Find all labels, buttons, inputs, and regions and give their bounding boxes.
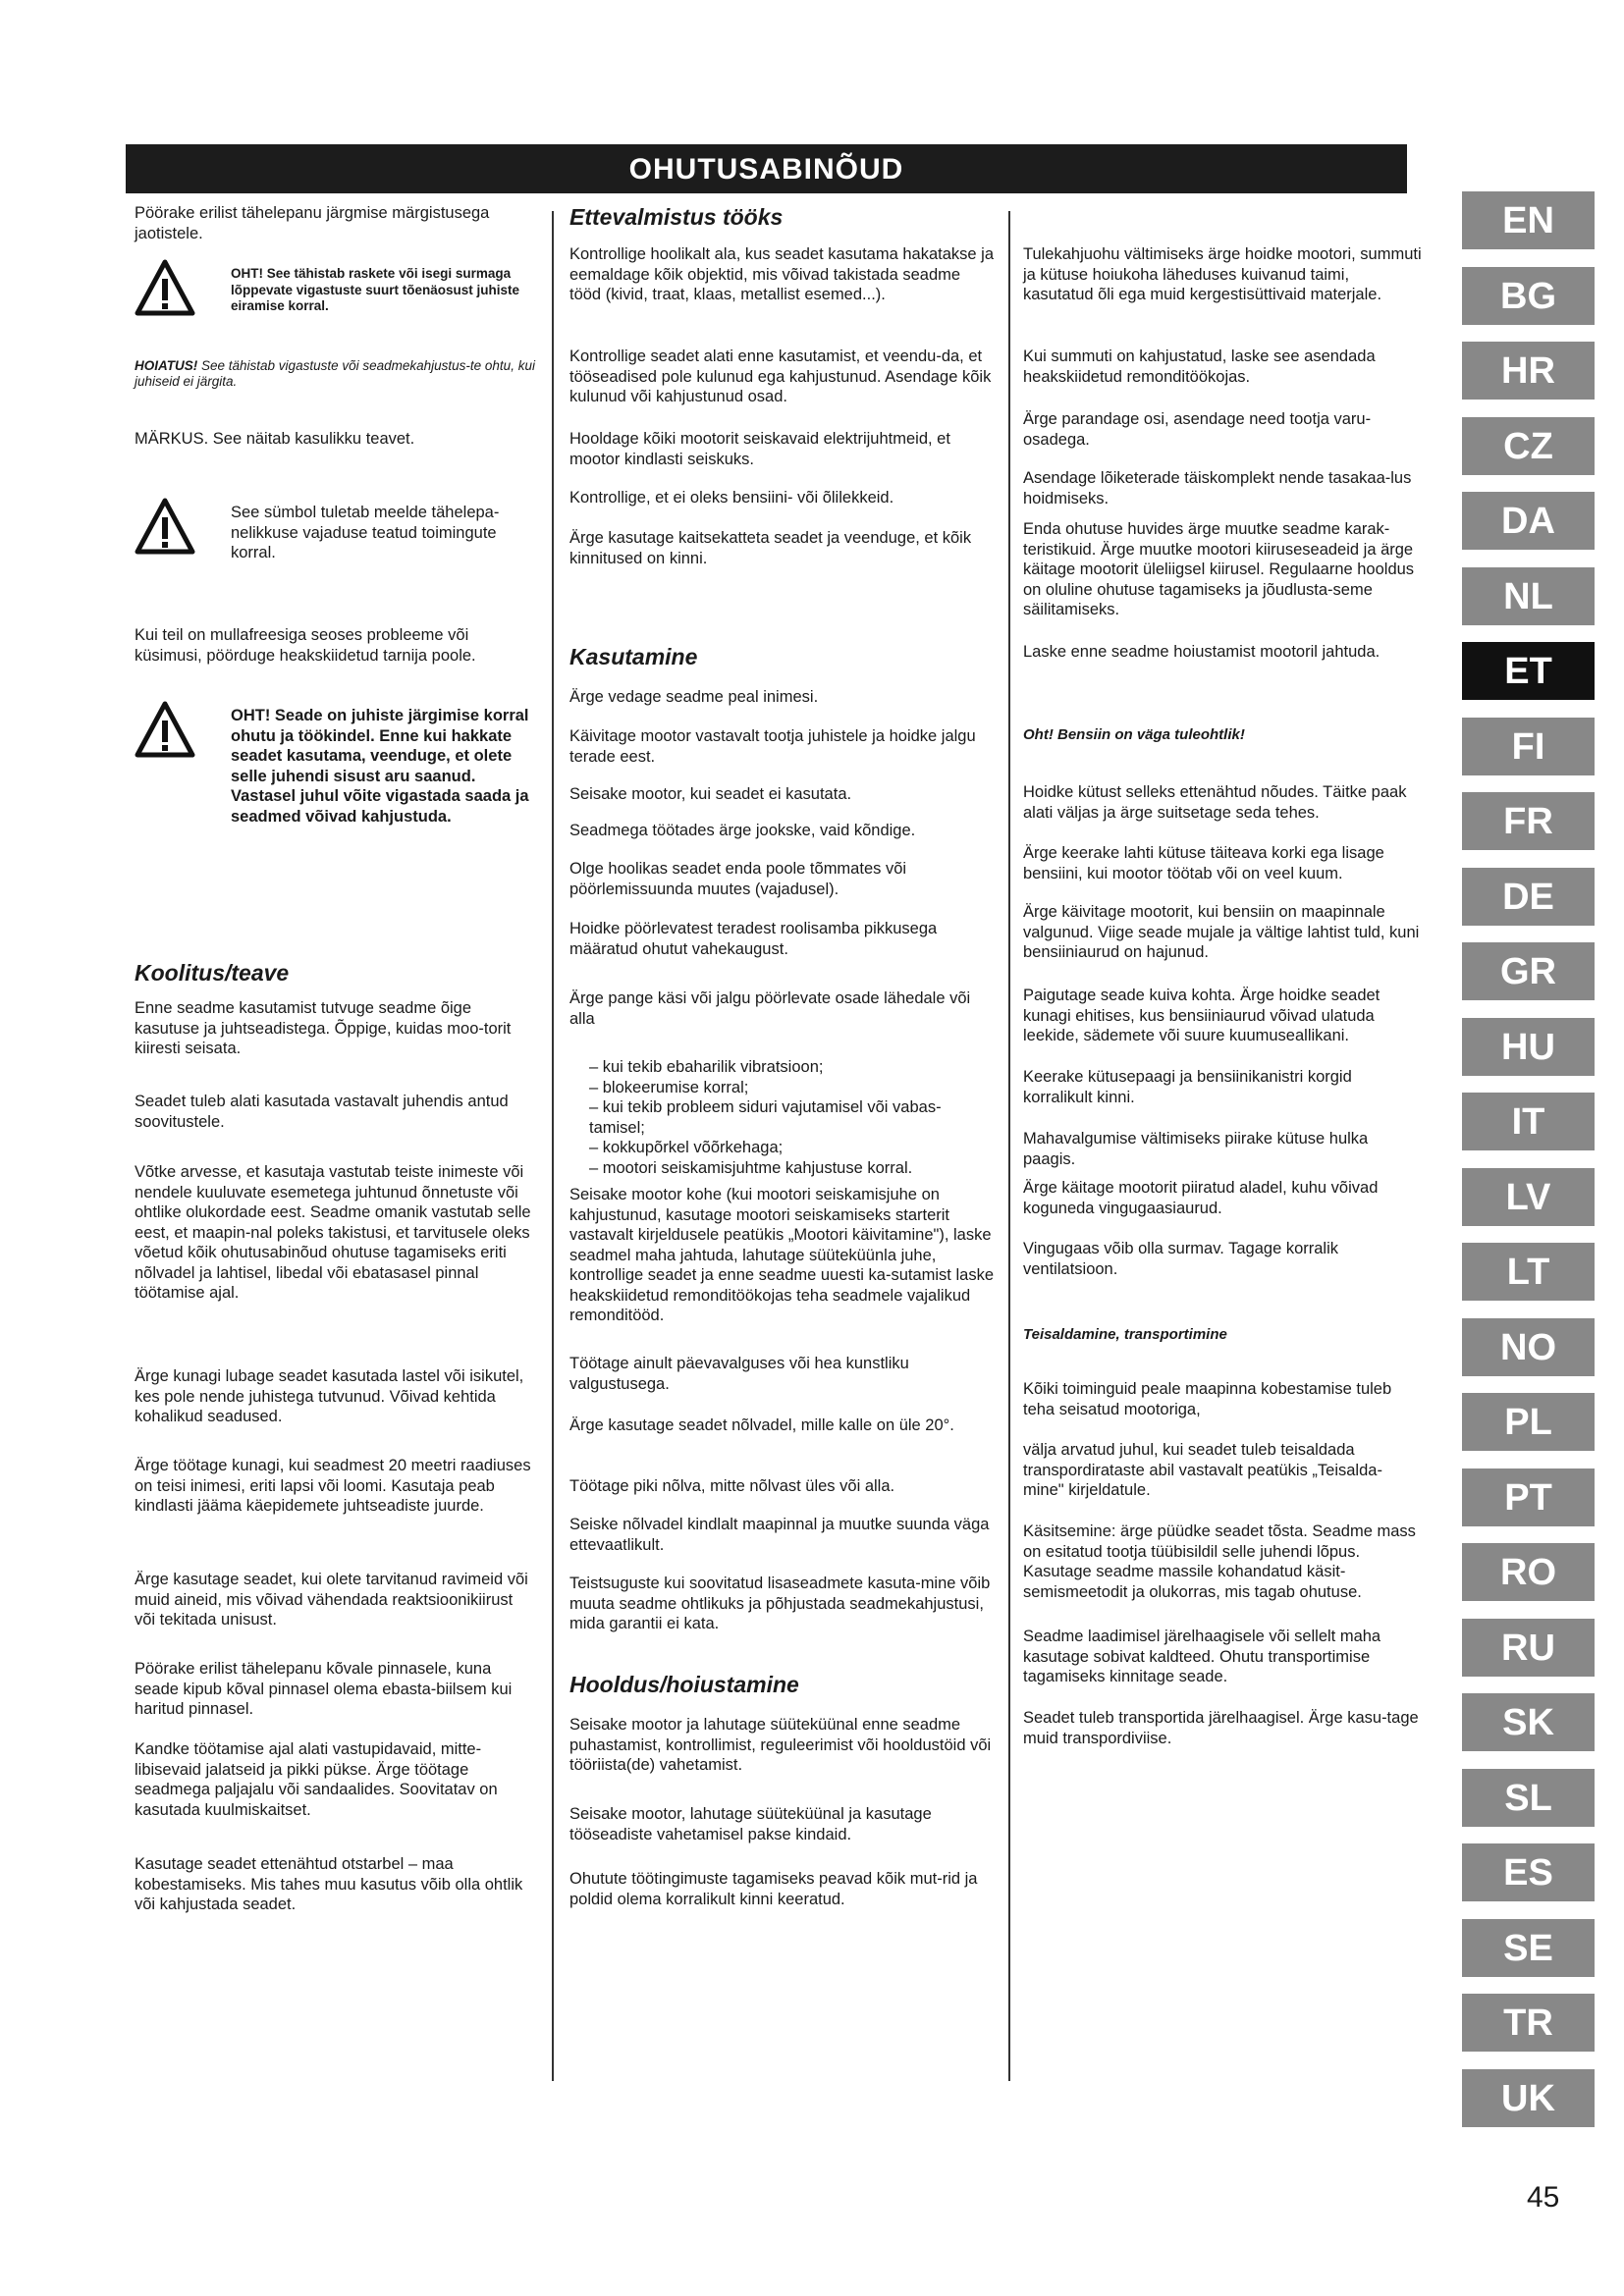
paragraph: Ärge kasutage seadet nõlvadel, mille kalle on üle 20°.: [569, 1416, 954, 1434]
lang-tab-lv[interactable]: LV: [1462, 1168, 1595, 1226]
lang-tab-pl[interactable]: PL: [1462, 1393, 1595, 1451]
paragraph: Mahavalgumise vältimiseks piirake kütuse hulka paagis.: [1023, 1130, 1369, 1168]
paragraph: Ärge keerake lahti kütuse täiteava korki ega lisage bensiini, kui mootor töötab või on veel kuum.: [1023, 844, 1384, 882]
paragraph: Seisake mootor ja lahutage süüteküünal enne seadme puhastamist, kontrollimist, reguleerimist või hooldustöid või tööriista(de) vahetamist.: [569, 1716, 992, 1774]
section-title-preparation: Ettevalmistus tööks: [569, 204, 784, 230]
paragraph: Paigutage seade kuiva kohta. Ärge hoidke seadet kunagi ehitises, kus bensiiniaurud võivad ulatuda leekide, sädemete või suure kuumuseallikani.: [1023, 987, 1380, 1044]
paragraph: Seadet tuleb transportida järelhaagisel. Ärge kasu-tage muid transpordiviise.: [1023, 1709, 1419, 1747]
warning-text: [135, 358, 535, 389]
lang-tab-pt[interactable]: PT: [1462, 1468, 1595, 1526]
warning-icon: [135, 259, 195, 316]
paragraph: välja arvatud juhul, kui seadet tuleb teisaldada transpordirataste abil vastavalt peatükis „Teisalda-mine" kirjeldatule.: [1023, 1441, 1382, 1499]
paragraph: Seisake mootor, lahutage süüteküünal ja kasutage tööseadiste vahetamisel pakse kindaid.: [569, 1805, 932, 1843]
subsection-title-fuel: Oht! Bensiin on väga tuleohtlik!: [1023, 726, 1245, 743]
paragraph: Töötage ainult päevavalguses või hea kunstliku valgustusega.: [569, 1355, 909, 1393]
warning-body: See tähistab vigastuste või seadmekahjustus-te ohtu, kui juhiseid ei järgita.: [135, 358, 535, 389]
lang-tab-bg[interactable]: BG: [1462, 267, 1595, 325]
paragraph: Ärge vedage seadme peal inimesi.: [569, 688, 819, 706]
lang-tab-fr[interactable]: FR: [1462, 792, 1595, 850]
paragraph: Kui summuti on kahjustatud, laske see asendada heakskiidetud remonditöökojas.: [1023, 347, 1376, 386]
paragraph: Tulekahjuohu vältimiseks ärge hoidke mootori, summuti ja kütuse hoiukoha läheduses kuivanud taimi, kasutatud õli ega muid kergestisüttivaid materjale.: [1023, 245, 1422, 303]
lang-tab-fi[interactable]: FI: [1462, 718, 1595, 775]
paragraph: Keerake kütusepaagi ja bensiinikanistri korgid korralikult kinni.: [1023, 1068, 1352, 1106]
paragraph: Teistsuguste kui soovitatud lisaseadmete kasuta-mine võib muuta seadme ohtlikuks ja põhjustada seadmekahjustusi, mida garantii ei kata.: [569, 1575, 991, 1632]
attention-notice: [135, 498, 535, 566]
lang-tab-da[interactable]: DA: [1462, 492, 1595, 550]
paragraph: Ohutute töötingimuste tagamiseks peavad kõik mut-rid ja poldid olema korralikult kinni keeratud.: [569, 1870, 978, 1908]
paragraph: Ärge kasutage kaitsekatteta seadet ja veenduge, et kõik kinnitused on kinni.: [569, 529, 972, 567]
lang-tab-en[interactable]: EN: [1462, 191, 1595, 249]
attention-text: See sümbol tuletab meelde tähelepa-nelikkuse vajaduse teatud toimingute korral.: [231, 504, 500, 561]
paragraph: Kasutage seadet ettenähtud otstarbel – maa kobestamiseks. Mis tahes muu kasutus võib olla ohtlik või kahjustada seadet.: [135, 1855, 523, 1913]
paragraph: Enne seadme kasutamist tutvuge seadme õige kasutuse ja juhtseadistega. Õppige, kuidas moo-torit kiiresti seisata.: [135, 999, 512, 1057]
paragraph: Töötage piki nõlva, mitte nõlvast üles või alla.: [569, 1477, 895, 1495]
lang-tab-et[interactable]: ET: [1462, 642, 1595, 700]
lang-tab-tr[interactable]: TR: [1462, 1994, 1595, 2052]
paragraph: Ärge pange käsi või jalgu pöörlevate osade lähedale või alla: [569, 989, 971, 1028]
warning-icon: [135, 498, 195, 555]
danger-notice: [135, 259, 535, 338]
lang-tab-de[interactable]: DE: [1462, 868, 1595, 926]
lang-tab-hu[interactable]: HU: [1462, 1018, 1595, 1076]
page-number: 45: [1527, 2181, 1560, 2214]
condition-list: [569, 1057, 994, 1178]
lang-tab-se[interactable]: SE: [1462, 1919, 1595, 1977]
lang-tab-sk[interactable]: SK: [1462, 1693, 1595, 1751]
list-item: – blokeerumise korral;: [589, 1078, 749, 1096]
lang-tab-gr[interactable]: GR: [1462, 942, 1595, 1000]
section-title-use: Kasutamine: [569, 644, 698, 669]
lang-tab-no[interactable]: NO: [1462, 1318, 1595, 1376]
paragraph: Kontrollige seadet alati enne kasutamist, et veendu-da, et tööseadised pole kulunud ega kahjustunud. Asendage kõik kulunud või kahjustunud osad.: [569, 347, 992, 405]
warning-icon: [135, 701, 195, 758]
lang-tab-ru[interactable]: RU: [1462, 1619, 1595, 1677]
paragraph: Seadet tuleb alati kasutada vastavalt juhendis antud soovitustele.: [135, 1093, 509, 1131]
paragraph: Ärge käitage mootorit piiratud aladel, kuhu võivad koguneda vingugaasiaurud.: [1023, 1179, 1379, 1217]
paragraph: Ärge parandage osi, asendage need tootja varu-osadega.: [1023, 410, 1372, 449]
list-item: – kui tekib ebaharilik vibratsioon;: [589, 1058, 824, 1076]
paragraph: Seiske nõlvadel kindlalt maapinnal ja muutke suunda väga ettevaatlikult.: [569, 1516, 990, 1554]
paragraph: Seadmega töötades ärge jookske, vaid kõndige.: [569, 822, 916, 839]
lang-tab-it[interactable]: IT: [1462, 1093, 1595, 1150]
paragraph: Seisake mootor kohe (kui mootori seiskamisjuhe on kahjustunud, kasutage mootori seiskamiseks starterit vastavalt kirjeldusele peatükis „Mootori käivitamine"), laske seadmel maha jahtuda, lahutage süüteküünla juhe, kontrollige seadet ja enne seadme uuesti ka-sutamist laske heakskiidetud remonditöökojas teha seadmele vajalikud remonditööd.: [569, 1186, 994, 1324]
paragraph: Käsitsemine: ärge püüdke seadet tõsta. Seadme mass on esitatud tootja tüübisildil selle juhendi lõpus. Kasutage seadme massile kohandatud käsit-semismeetodit ja olukorras, mis tagab ohutuse.: [1023, 1522, 1416, 1601]
paragraph: Olge hoolikas seadet enda poole tõmmates või pöörlemissuunda muutes (vajadusel).: [569, 860, 907, 898]
paragraph: Käivitage mootor vastavalt tootja juhistele ja hoidke jalgu terade eest.: [569, 727, 976, 766]
paragraph: Ärge töötage kunagi, kui seadmest 20 meetri raadiuses on teisi inimesi, eriti lapsi või loomi. Kasutaja peab kindlasti jääma käepidemete juhtseadiste juurde.: [135, 1457, 531, 1515]
paragraph: Enda ohutuse huvides ärge muutke seadme karak-teristikuid. Ärge muutke mootori kiiruseseadeid ja ärge käitage mootorit üleliigsel kiirusel. Regulaarne hooldus on oluline ohutuse tagamiseks ja jõudlusta-seme säilitamiseks.: [1023, 520, 1415, 618]
section-title-maintenance: Hooldus/hoiustamine: [569, 1672, 799, 1697]
paragraph: Ärge käivitage mootorit, kui bensiin on maapinnale valgunud. Viige seade mujale ja vältige lahtist tuld, kuni bensiiniaurud on hajunud.: [1023, 903, 1420, 961]
danger-notice: [135, 701, 535, 858]
list-item: – mootori seiskamisjuhtme kahjustuse korral.: [589, 1158, 913, 1177]
paragraph: Hoidke kütust selleks ettenähtud nõudes. Täitke paak alati väljas ja ärge suitsetage seda tehes.: [1023, 783, 1407, 822]
problems-text: Kui teil on mullafreesiga seoses probleeme või küsimusi, pöörduge heakskiidetud tarnija poole.: [135, 626, 476, 665]
lang-tab-hr[interactable]: HR: [1462, 342, 1595, 400]
paragraph: Seadme laadimisel järelhaagisele või sellelt maha kasutage sobivat kaldteed. Ohutu transportimise tagamiseks kinnitage seade.: [1023, 1628, 1381, 1685]
paragraph: Hooldage kõiki mootorit seiskavaid elektrijuhtmeid, et mootor kindlasti seiskuks.: [569, 430, 950, 468]
subsection-title-transport: Teisaldamine, transportimine: [1023, 1326, 1227, 1343]
intro-text: Pöörake erilist tähelepanu järgmise märgistusega jaotistele.: [135, 204, 490, 242]
list-item: – kui tekib probleem siduri vajutamisel või vabas-tamisel;: [589, 1098, 942, 1137]
paragraph: Kõiki toiminguid peale maapinna kobestamise tuleb teha seisatud mootoriga,: [1023, 1380, 1392, 1418]
paragraph: Kandke töötamise ajal alati vastupidavaid, mitte-libisevaid jalatseid ja pikki pükse. Ärge töötage seadmega paljajalu või sandaalides. Soovitatav on kasutada kuulmiskaitset.: [135, 1740, 498, 1819]
danger-text: OHT! See tähistab raskete või isegi surmaga lõppevate vigastuste suurt tõenäosust juhiste eiramise korral.: [231, 266, 520, 313]
note-text: MÄRKUS. See näitab kasulikku teavet.: [135, 430, 415, 448]
lang-tab-es[interactable]: ES: [1462, 1843, 1595, 1901]
warning-label: HOIATUS!: [135, 358, 198, 373]
paragraph: Hoidke pöörlevatest teradest roolisamba pikkusega määratud ohutut vahekaugust.: [569, 920, 938, 958]
lang-tab-cz[interactable]: CZ: [1462, 417, 1595, 475]
list-item: – kokkupõrkel võõrkehaga;: [589, 1139, 784, 1156]
paragraph: Pöörake erilist tähelepanu kõvale pinnasele, kuna seade kipub kõval pinnasel olema ebasta-biilsem kui haritud pinnasel.: [135, 1660, 513, 1718]
paragraph: Asendage lõiketerade täiskomplekt nende tasakaa-lus hoidmiseks.: [1023, 469, 1412, 507]
danger-text: OHT! Seade on juhiste järgimise korral ohutu ja töökindel. Enne kui hakkate seadet kasutama, veenduge, et olete selle juhendi sisust aru saanud. Vastasel juhul võite vigastada saada ja seadmed võivad kahjustuda.: [231, 707, 529, 826]
section-title-training: Koolitus/teave: [135, 960, 290, 986]
paragraph: Kontrollige, et ei oleks bensiini- või õlilekkeid.: [569, 489, 894, 507]
paragraph: Vingugaas võib olla surmav. Tagage korralik ventilatsioon.: [1023, 1240, 1339, 1278]
paragraph: Võtke arvesse, et kasutaja vastutab teiste inimeste või nendele kuuluvate esemetega juhtunud õnnetuste või ohtlike olukordade eest. Seadme omanik vastutab selle eest, et maapin-nal poleks takistusi, et tarvitusele oleks võetud kõik ohutusabinõud ohutuse tagamiseks eriti nõlvadel ja lahtisel, libedal või ebatasasel pinnal töötamise ajal.: [135, 1163, 531, 1302]
paragraph: Laske enne seadme hoiustamist mootoril jahtuda.: [1023, 643, 1380, 661]
paragraph: Ärge kunagi lubage seadet kasutada lastel või isikutel, kes pole nende juhistega tutvunud. Võivad kehtida kohalikud seadused.: [135, 1367, 524, 1425]
lang-tab-ro[interactable]: RO: [1462, 1543, 1595, 1601]
paragraph: Ärge kasutage seadet, kui olete tarvitanud ravimeid või muid aineid, mis võivad vähendada reaktsioonikiirust või tekitada unisust.: [135, 1571, 528, 1629]
lang-tab-nl[interactable]: NL: [1462, 567, 1595, 625]
lang-tab-uk[interactable]: UK: [1462, 2069, 1595, 2127]
column-divider: [552, 211, 554, 2081]
section-banner: OHUTUSABINÕUD: [126, 144, 1407, 193]
column-divider: [1008, 211, 1010, 2081]
paragraph: Kontrollige hoolikalt ala, kus seadet kasutama hakatakse ja eemaldage kõik objektid, mis võivad takistada seadme tööd (kivid, traat, klaas, metallist esemed...).: [569, 245, 995, 303]
lang-tab-sl[interactable]: SL: [1462, 1769, 1595, 1827]
paragraph: Seisake mootor, kui seadet ei kasutata.: [569, 785, 852, 803]
lang-tab-lt[interactable]: LT: [1462, 1243, 1595, 1301]
